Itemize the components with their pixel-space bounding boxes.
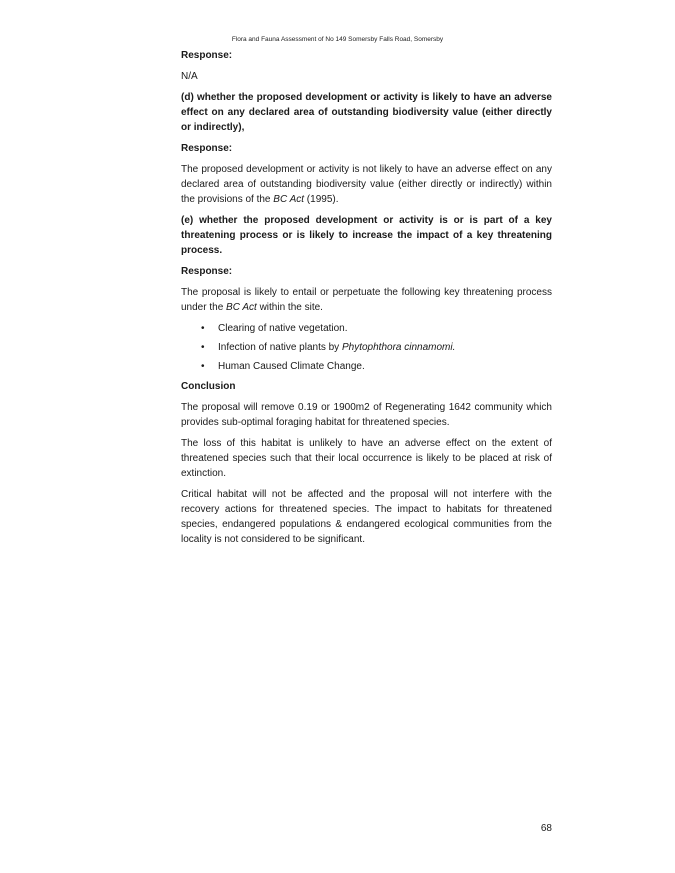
conclusion-paragraph: Critical habitat will not be affected and the proposal will not interfere with the recovery actions for threatened species. The impact to habitats for threatened species, endangered populations & endangered ecological communities from the locality is not considered to be significant. [181, 489, 552, 545]
list-item: • Human Caused Climate Change. [218, 359, 552, 374]
text-run: Infection of native plants by [218, 342, 342, 353]
page-header: Flora and Fauna Assessment of No 149 Somersby Falls Road, Somersby [231, 36, 444, 43]
list-item: • Clearing of native vegetation. [218, 321, 552, 336]
text-run: (1995). [304, 194, 339, 205]
response-label: Response: [181, 143, 233, 154]
italic-text: BC Act [226, 302, 257, 313]
conclusion-paragraph: The proposal will remove 0.19 or 1900m2 of Regenerating 1642 community which provides sub-optimal foraging habitat for threatened species. [181, 402, 552, 428]
section-heading-d: (d) whether the proposed development or activity is likely to have an adverse effect on any declared area of outstanding biodiversity value (either directly or indirectly), [181, 92, 552, 133]
response-label: Response: [181, 266, 233, 277]
response-paragraph [181, 285, 552, 315]
document-body [181, 48, 552, 553]
text-run: within the site. [256, 302, 323, 313]
page-number: 68 [540, 823, 552, 834]
italic-text: BC Act [273, 194, 305, 205]
response-paragraph [181, 162, 552, 207]
conclusion-heading: Conclusion [181, 381, 236, 392]
text-run: The proposed development or activity is not likely to have an adverse effect on any declared area of outstanding biodiversity value (either directly or indirectly) within the provisions of the [181, 164, 552, 205]
italic-text: Phytophthora cinnamomi. [341, 342, 456, 353]
conclusion-paragraph: The loss of this habitat is unlikely to have an adverse effect on the extent of threatened species such that their local occurrence is likely to be placed at risk of extinction. [181, 438, 552, 479]
response-text: N/A [181, 71, 198, 82]
list-item [218, 340, 552, 355]
threatening-process-list [181, 321, 552, 374]
text-run: The proposal is likely to entail or perpetuate the following key threatening process under the [181, 287, 552, 313]
section-heading-e: (e) whether the proposed development or activity is or is part of a key threatening process or is likely to increase the impact of a key threatening process. [181, 215, 552, 256]
response-label: Response: [181, 50, 233, 61]
